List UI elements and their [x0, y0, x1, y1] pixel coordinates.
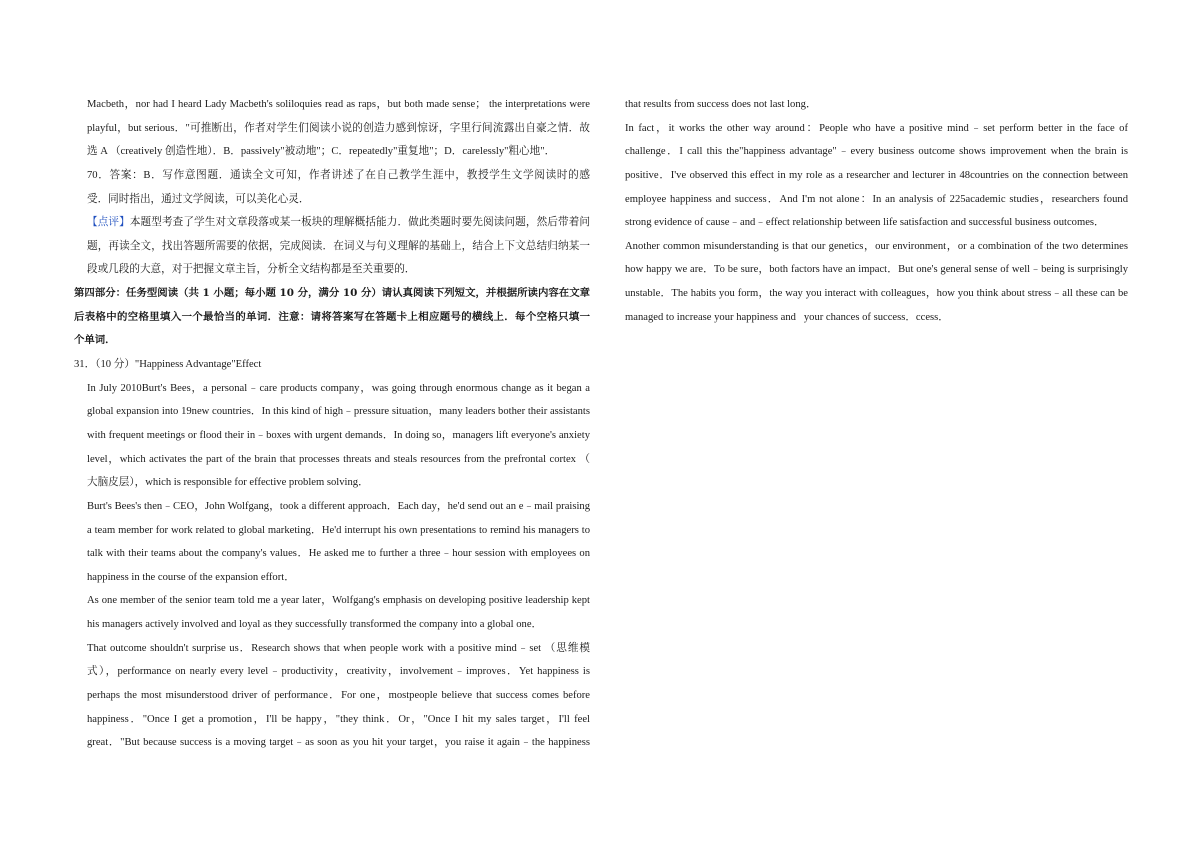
passage-line: global expansion into 19new countries．In this kind of high﹣pressure situation，many leaders bother their assistants — [87, 406, 590, 418]
passage-line: great．"But because success is a moving target﹣as soon as you hit your target，you raise it again﹣the happiness — [87, 737, 590, 749]
passage-line: talk with their teams about the company's values．He asked me to further a three﹣hour session with employees on — [87, 548, 590, 560]
text-line: 段或几段的大意，对于把握文章主旨，分析全文结构都是至关重要的． — [87, 264, 416, 276]
answer-70: 70．答案：B．写作意图题．通读全文可知，作者讲述了在自己教学生涯中，教授学生文学阅读时的感 — [87, 169, 590, 181]
passage-line: positive．I've observed this effect in my role as a researcher and lecturer in 48countries on the connection between — [625, 169, 1128, 181]
section-heading: 第四部分：任务型阅读（共 1 小题；每小题 10 分，满分 10 分）请认真阅读下列短文，并根据所读内容在文章 — [74, 287, 590, 300]
passage-line: That outcome shouldn't surprise us．Research shows that when people work with a positive mind﹣set （思维模 — [87, 642, 590, 654]
right-column — [625, 93, 1128, 329]
passage-line: unstable．The habits you form，the way you interact with colleagues，how you think about stress﹣all these can be — [625, 288, 1128, 300]
passage-line: a team member for work related to global marketing．He'd interrupt his own presentations to remind his managers to — [87, 524, 590, 536]
passage-line: In July 2010Burt's Bees，a personal﹣care products company，was going through enormous change as it began a — [87, 382, 590, 394]
section-heading: 后表格中的空格里填入一个最恰当的单词．注意：请将答案写在答题卡上相应题号的横线上．每个空格只填一 — [74, 310, 590, 323]
left-column — [74, 93, 590, 755]
comment-line — [87, 211, 590, 235]
passage-line: happiness．"Once I get a promotion，I'll be happy，"they think．Or，"Once I hit my sales target，I'll feel — [87, 713, 590, 725]
passage-line: happiness in the course of the expansion effort． — [87, 571, 295, 583]
section-heading: 个单词． — [74, 334, 116, 347]
text-line: 题，再读全文，找出答题所需要的依据，完成阅读．在词义与句义理解的基础上，结合上下文总结归纳某一 — [87, 240, 590, 252]
passage-line: In fact，it works the other way around：People who have a positive mind﹣set perform better in the face of — [625, 122, 1128, 134]
passage-line: how happy we are．To be sure，both factors have an impact．But one's general sense of well﹣being is surprisingly — [625, 264, 1128, 276]
passage-line: As one member of the senior team told me a year later，Wolfgang's emphasis on developing positive leadership kept — [87, 595, 590, 607]
passage-line: strong evidence of cause﹣and﹣effect relationship between life satisfaction and successful business outcomes． — [625, 217, 1105, 229]
text-line: Macbeth，nor had I heard Lady Macbeth's soliloquies read as raps，but both made sense； the interpretations were — [87, 99, 590, 110]
passage-line: Burt's Bees's then﹣CEO，John Wolfgang，took a different approach．Each day，he'd send out an e﹣mail praising — [87, 500, 590, 512]
comment-tag: 【点评】 — [87, 217, 130, 229]
passage-line: Another common misunderstanding is that our genetics，our environment，or a combination of the two determines — [625, 240, 1128, 252]
comment-text: 本题型考查了学生对文章段落或某一板块的理解概括能力．做此类题时要先阅读问题，然后带着问 — [129, 217, 590, 229]
text-line: playful，but serious．"可推断出，作者对学生们阅读小说的创造力感到惊讶，字里行间流露出自豪之情．故 — [87, 122, 590, 134]
passage-line: 大脑皮层），which is responsible for effective problem solving． — [87, 477, 369, 489]
passage-line: employee happiness and success．And I'm not alone：In an analysis of 225academic studies，researchers found — [625, 193, 1128, 205]
passage-line: challenge．I call this the"happiness advantage"﹣every business outcome shows improvement when the brain is — [625, 146, 1128, 158]
passage-line: managed to increase your happiness and your chances of success．ccess． — [625, 311, 949, 323]
text-line: 选 A （creatively 创造性地）．B．passively"被动地"；C．repeatedly"重复地"；D．carelessly"粗心地"． — [87, 146, 556, 158]
passage-line: level，which activates the part of the brain that processes threats and steals resources from the prefrontal cortex （ — [87, 453, 590, 465]
passage-line: 式），performance on nearly every level﹣productivity，creativity，involvement﹣improves．Yet happiness is — [87, 666, 590, 678]
passage-line: perhaps the most misunderstood driver of performance．For one，mostpeople believe that success comes before — [87, 690, 590, 702]
passage-line: with frequent meetings or flood their in﹣boxes with urgent demands．In doing so，managers lift everyone's anxiety — [87, 429, 590, 441]
passage-line: his managers actively involved and loyal as they successfully transformed the company into a global one． — [87, 619, 543, 631]
passage-line: that results from success does not last long． — [625, 99, 817, 110]
text-line: 受．同时指出，通过文学阅读，可以美化心灵． — [87, 193, 310, 205]
question-title: 31．（10 分）"Happiness Advantage"Effect — [74, 359, 262, 371]
